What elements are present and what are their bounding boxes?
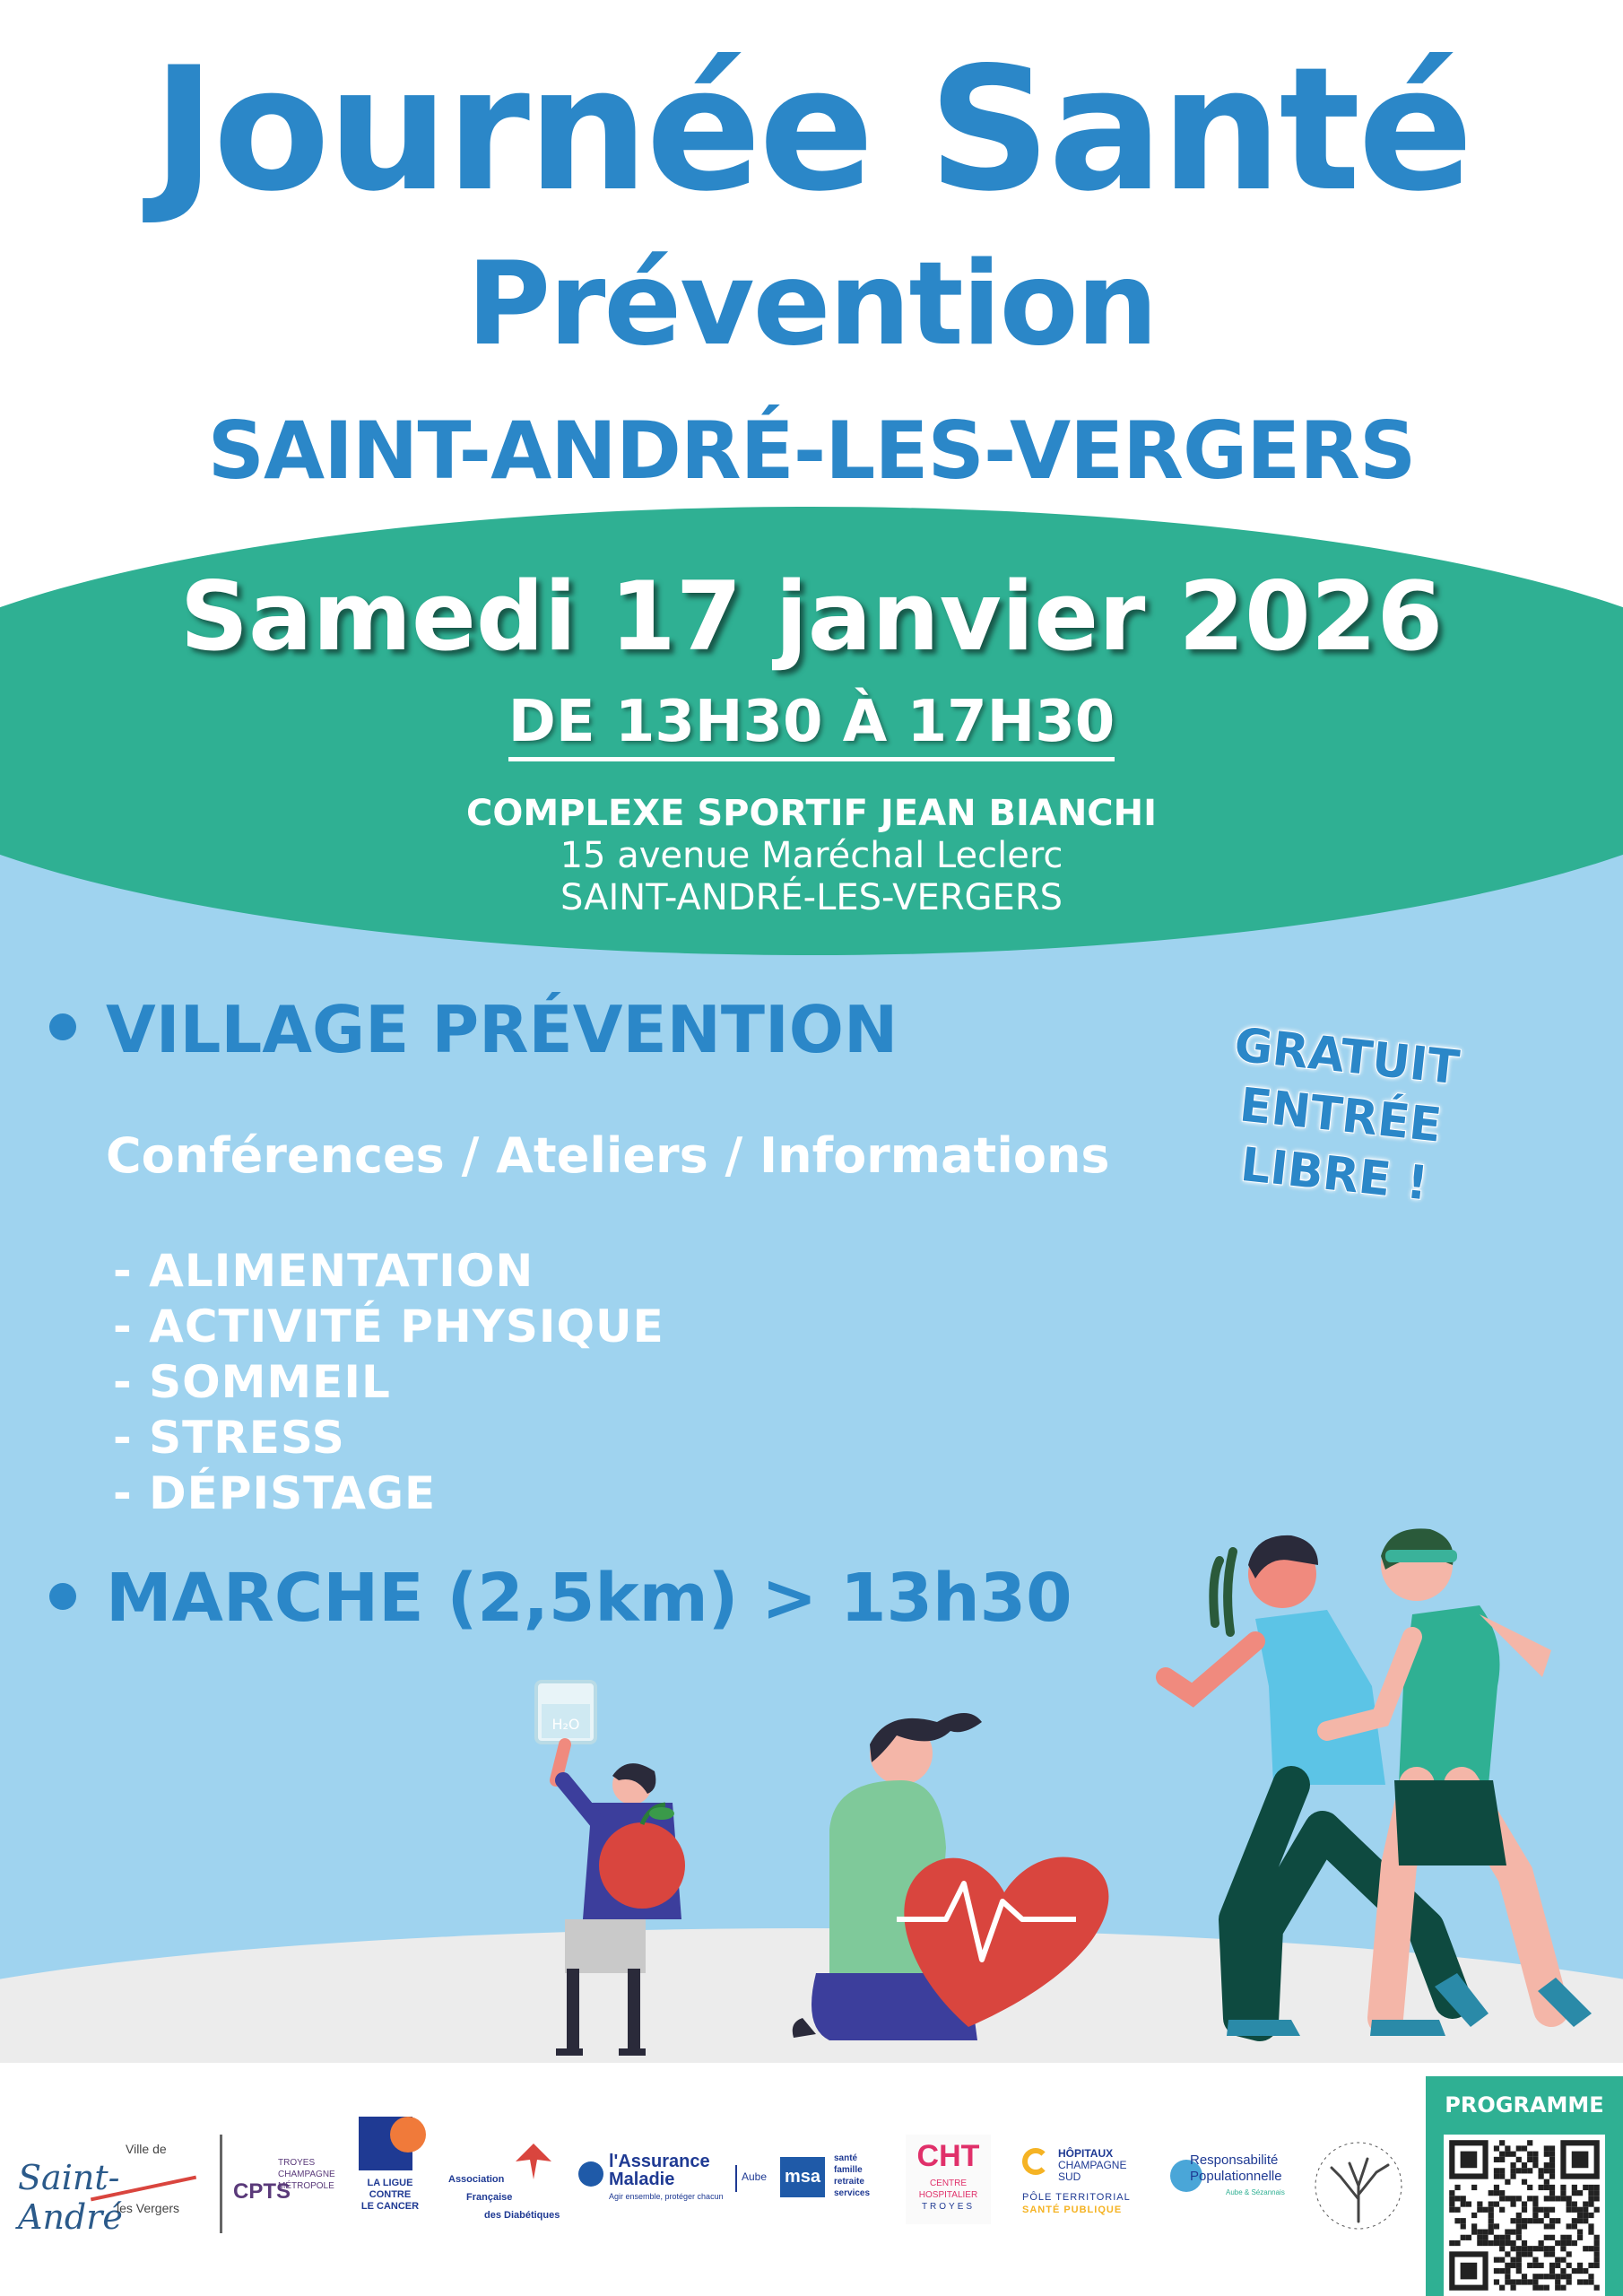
logo-text: LA LIGUE bbox=[367, 2178, 413, 2188]
event-address: 15 avenue Maréchal Leclerc bbox=[560, 835, 1063, 876]
logo-text: CHAMPAGNE bbox=[278, 2170, 335, 2179]
logo-mark bbox=[390, 2117, 426, 2152]
water-label: H₂O bbox=[551, 1716, 580, 1733]
free-line: LIBRE ! bbox=[1237, 1137, 1431, 1212]
logo-hopitaux-champagne-sud bbox=[1022, 2148, 1157, 2220]
logo-text: services bbox=[834, 2188, 871, 2198]
logo-divider bbox=[220, 2135, 222, 2233]
logo-text: Ville de bbox=[126, 2142, 167, 2156]
girl-figure-icon bbox=[536, 1682, 685, 2056]
logo-text: CHT bbox=[916, 2139, 980, 2173]
logo-text: santé bbox=[834, 2153, 858, 2163]
bullet-icon bbox=[49, 1013, 76, 1040]
event-hours: DE 13H30 À 17H30 bbox=[508, 691, 1115, 761]
logo-text: Maladie bbox=[609, 2170, 675, 2189]
logo-assurance-maladie bbox=[578, 2152, 767, 2215]
logo-text: PÔLE TERRITORIAL bbox=[1022, 2192, 1131, 2203]
health-illustration bbox=[493, 1516, 1623, 2072]
logo-mark bbox=[578, 2161, 603, 2187]
logo-text: CONTRE bbox=[369, 2189, 412, 2200]
logo-text: TROYES bbox=[278, 2158, 316, 2168]
logo-saint-andre bbox=[18, 2142, 206, 2237]
logo-text: Aube & Sézannais bbox=[1226, 2188, 1285, 2196]
logo-text: CENTRE bbox=[929, 2179, 968, 2188]
bullet-icon bbox=[49, 1583, 76, 1610]
logo-cpts bbox=[233, 2148, 341, 2229]
logo-cht bbox=[906, 2135, 991, 2224]
logo-responsabilite-populationnelle bbox=[1170, 2152, 1296, 2206]
logo-text: CHAMPAGNE bbox=[1058, 2159, 1127, 2171]
free-line: ENTRÉE bbox=[1237, 1078, 1445, 1153]
logo-text: des Diabétiques bbox=[484, 2210, 560, 2221]
partner-logos bbox=[0, 2117, 1426, 2260]
qr-code-icon[interactable] bbox=[1444, 2135, 1605, 2296]
poster-subtitle: Prévention bbox=[466, 238, 1157, 371]
topic-item: - ALIMENTATION bbox=[113, 1245, 534, 1297]
logo-text: Populationnelle bbox=[1190, 2169, 1282, 2184]
logo-text: MÉTROPOLE bbox=[278, 2181, 334, 2191]
logo-divider bbox=[735, 2165, 737, 2192]
logo-text: LE CANCER bbox=[360, 2201, 420, 2212]
topic-item: - SOMMEIL bbox=[113, 1356, 391, 1408]
logo-text: Saint-André bbox=[18, 2158, 123, 2237]
poster-title: Journée Santé bbox=[152, 30, 1471, 229]
logo-text: l'Assurance bbox=[609, 2152, 710, 2171]
logo-text: Agir ensemble, protéger chacun bbox=[609, 2192, 724, 2201]
topic-item: - STRESS bbox=[113, 1412, 345, 1464]
topic-list bbox=[113, 1243, 664, 1521]
logo-text: famille bbox=[834, 2165, 863, 2175]
logo-mark bbox=[1022, 2148, 1049, 2175]
walk-heading: MARCHE (2,5km) > 13h30 bbox=[106, 1560, 1072, 1637]
topic-item: - ACTIVITÉ PHYSIQUE bbox=[113, 1300, 664, 1352]
logo-text: SANTÉ PUBLIQUE bbox=[1022, 2205, 1123, 2215]
logo-text: CPTS bbox=[233, 2179, 291, 2204]
logo-text: HÔPITAUX bbox=[1058, 2147, 1114, 2160]
logo-text: retraite bbox=[834, 2177, 864, 2187]
poster-city: SAINT-ANDRÉ-LES-VERGERS bbox=[207, 404, 1416, 497]
logo-text: TROYES bbox=[921, 2202, 976, 2212]
activities-line: Conférences / Ateliers / Informations bbox=[106, 1127, 1110, 1184]
free-line: GRATUIT bbox=[1231, 1018, 1462, 1096]
logo-text: Française bbox=[466, 2192, 513, 2203]
program-label: PROGRAMME bbox=[1445, 2092, 1604, 2118]
free-entry-badge bbox=[1197, 1013, 1483, 1218]
event-venue-city: SAINT-ANDRÉ-LES-VERGERS bbox=[560, 877, 1063, 918]
program-qr-panel[interactable] bbox=[1426, 2076, 1623, 2296]
topic-item: - DÉPISTAGE bbox=[113, 1467, 437, 1519]
village-heading: VILLAGE PRÉVENTION bbox=[106, 992, 898, 1067]
logo-text: msa bbox=[780, 2157, 825, 2197]
logo-text: Association bbox=[448, 2174, 505, 2185]
tree-logo-icon bbox=[1309, 2136, 1408, 2235]
logo-text: Responsabilité bbox=[1190, 2152, 1279, 2168]
logo-text bbox=[278, 2157, 335, 2192]
event-venue: COMPLEXE SPORTIF JEAN BIANCHI bbox=[465, 793, 1158, 834]
logo-msa bbox=[780, 2152, 897, 2206]
logo-text: HOSPITALIER bbox=[918, 2190, 978, 2200]
logo-text: SUD bbox=[1058, 2170, 1081, 2183]
logo-text: Aube bbox=[742, 2170, 768, 2183]
event-date: Samedi 17 janvier 2026 bbox=[179, 561, 1444, 672]
logo-text: les Vergers bbox=[117, 2201, 180, 2215]
logo-ligue-cancer bbox=[350, 2117, 439, 2224]
woman-heart-figure-icon bbox=[793, 1713, 1109, 2040]
event-hours-wrapper bbox=[0, 691, 1623, 761]
logo-afd bbox=[448, 2144, 565, 2224]
